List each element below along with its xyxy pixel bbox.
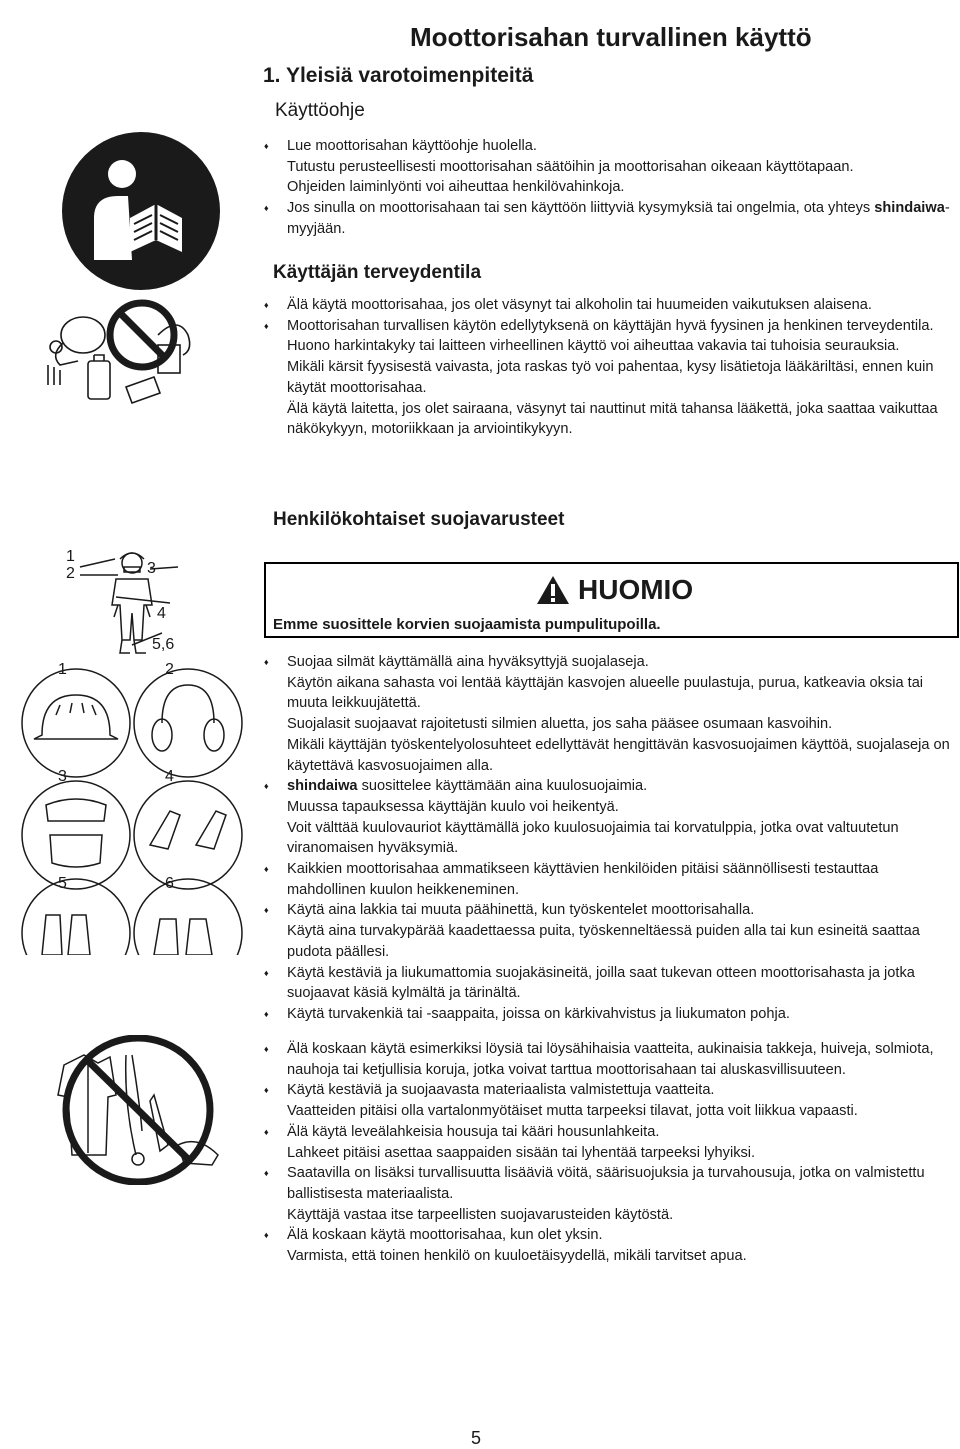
list-item xyxy=(264,1143,960,1164)
figure-label: 5,6 xyxy=(152,636,175,653)
list-item-text: Käyttäjä vastaa itse tarpeellisten suojavarusteiden käytöstä. xyxy=(287,1206,674,1223)
list-item xyxy=(264,963,960,1004)
warning-box xyxy=(264,562,959,638)
page-number: 5 xyxy=(471,1428,482,1448)
list-item xyxy=(264,198,960,239)
ppe-section-heading: Henkilökohtaiset suojavarusteet xyxy=(273,509,565,530)
list-item-text: Käytä aina turvakypärää kaadettaessa puita, työskenneltäessä puiden alla tai kun esineitä saattaa pudota päällesi. xyxy=(287,923,920,960)
list-item xyxy=(264,1004,960,1025)
list-item-text: Tutustu perusteellisesti moottorisahan säätöihin ja moottorisahan oikeaan käyttötapaan. xyxy=(287,158,854,175)
list-item-text: Ohjeiden laiminlyönti voi aiheuttaa henkilövahinkoja. xyxy=(287,179,625,196)
list-item-text: Mikäli kärsit fyysisestä vaivasta, jota raskas työ voi pahentaa, kysy lisätietoja lääkäriltäsi, ennen kuin käytät moottorisahaa. xyxy=(287,359,934,396)
list-item xyxy=(264,399,960,440)
list-item-text: Lahkeet pitäisi asettaa saappaiden sisään tai lyhentää tarpeeksi lyhyiksi. xyxy=(287,1144,756,1161)
list-item xyxy=(264,1101,960,1122)
list-item xyxy=(264,1163,960,1204)
list-item-text: Kaikkien moottorisahaa ammatikseen käyttävien henkilöiden pitäisi säännöllisesti testauttaa mahdollinen kuulon heikkeneminen. xyxy=(287,861,879,898)
list-item-text: suosittelee käyttämään aina kuulosuojaimia. xyxy=(357,778,648,795)
figure-label: 1 xyxy=(66,548,75,565)
manual-list xyxy=(264,136,960,240)
warning-title: HUOMIO xyxy=(578,574,694,605)
figure-label: 2 xyxy=(165,661,174,678)
list-item-text: Muussa tapauksessa käyttäjän kuulo voi heikentyä. xyxy=(287,798,619,815)
list-item-text: Käytön aikana sahasta voi lentää käyttäjän kasvojen alueelle puulastuja, purua, katkeavia oksia tai muuta leikkuujätettä. xyxy=(287,674,924,712)
warning-header xyxy=(536,574,693,606)
list-item-text: Älä käytä laitetta, jos olet sairaana, väsynyt tai nauttinut mitä tahansa lääkettä, joka saattaa vaikuttaa näkökykyyn, motoriikkaan ja arviointikykyyn. xyxy=(287,400,938,438)
list-item-text: Suojalasit suojaavat rajoitetusti silmien aluetta, jos saha pääsee osumaan kasvoihin. xyxy=(287,716,833,733)
warning-triangle-icon xyxy=(536,575,570,605)
figure-label: 3 xyxy=(58,768,67,785)
health-section-heading: Käyttäjän terveydentila xyxy=(273,262,482,283)
list-item xyxy=(264,1122,960,1143)
figure-label: 4 xyxy=(157,605,166,622)
list-item xyxy=(264,921,960,962)
list-item-text: Vaatteiden pitäisi olla vartalonmyötäiset mutta tarpeeksi tilavat, jotta voit liikkua vapaasti. xyxy=(287,1103,858,1120)
figure-label: 6 xyxy=(165,875,174,892)
figure-label: 1 xyxy=(58,661,67,678)
figure-label: 4 xyxy=(165,768,174,785)
list-item xyxy=(264,1246,960,1267)
list-item-text: Suojaa silmät käyttämällä aina hyväksyttyjä suojalaseja. xyxy=(287,654,649,670)
list-item xyxy=(264,136,960,157)
chapter-title: 1. Yleisiä varotoimenpiteitä xyxy=(263,64,534,87)
list-item xyxy=(264,673,960,714)
clothing-list xyxy=(264,1039,960,1267)
list-item-text: Saatavilla on lisäksi turvallisuutta lisääviä vöitä, säärisuojuksia ja turvahousuja, jotka on valmistettu ballistisesta materiaalista. xyxy=(287,1165,925,1202)
list-item xyxy=(264,1225,960,1246)
brand-name: shindaiwa xyxy=(874,200,945,217)
list-item xyxy=(264,316,960,337)
no-loose-clothing-icon xyxy=(28,1035,248,1185)
list-item-text: Älä käytä moottorisahaa, jos olet väsynyt tai alkoholin tai huumeiden vaikutuksen alaisena. xyxy=(287,297,872,313)
list-item xyxy=(264,859,960,900)
list-item-text: Käytä aina lakkia tai muuta päähinettä, kun työskentelet moottorisahalla. xyxy=(287,902,755,919)
list-item-text: Jos sinulla on moottorisahaan tai sen käyttöön liittyviä kysymyksiä tai ongelmia, ota yhteys xyxy=(287,200,875,217)
page-title: Moottorisahan turvallinen käyttö xyxy=(410,22,812,52)
list-item xyxy=(264,157,960,178)
list-item xyxy=(264,1039,960,1080)
list-item xyxy=(264,652,960,673)
list-item xyxy=(264,357,960,398)
list-item-text: Käytä kestäviä ja liukumattomia suojakäsineitä, joilla saat tukevan otteen moottorisahasta ja jotka suojaavat käsiä kylmältä ja tärinältä. xyxy=(287,964,915,1002)
list-item-text: Älä koskaan käytä moottorisahaa, kun olet yksin. xyxy=(287,1227,603,1244)
figure-label: 2 xyxy=(66,565,75,582)
list-item xyxy=(264,714,960,735)
list-item-text: Käytä kestäviä ja suojaavasta materiaalista valmistettuja vaatteita. xyxy=(287,1082,715,1099)
list-item xyxy=(264,295,960,316)
list-item xyxy=(264,776,960,797)
no-alcohol-drugs-icon xyxy=(38,295,198,405)
list-item-text: Moottorisahan turvallisen käytön edellytyksenä on käyttäjän hyvä fyysinen ja henkinen terveydentila. xyxy=(287,317,934,334)
list-item xyxy=(264,797,960,818)
warning-text: Emme suosittele korvien suojaamista pumpulitupoilla. xyxy=(273,616,661,633)
list-item-text: Älä koskaan käytä esimerkiksi löysiä tai löysähihaisia vaatteita, aukinaisia takkeja, huiveja, solmiota, nauhoja tai ketjullisia koruja, jotka voivat tarttua moottorisahaan tai aluskasvillisuuteen. xyxy=(287,1041,934,1078)
ppe-list xyxy=(264,652,960,1025)
list-item xyxy=(264,336,960,357)
read-manual-icon xyxy=(62,132,220,290)
list-item xyxy=(264,735,960,776)
list-item-text: -myyjään. xyxy=(287,200,950,237)
brand-name: shindaiwa xyxy=(287,778,358,795)
list-item xyxy=(264,900,960,921)
list-item-text: Käytä turvakenkiä tai -saappaita, joissa on kärkivahvistus ja liukumaton pohja. xyxy=(287,1005,790,1022)
list-item-text: Varmista, että toinen henkilö on kuuloetäisyydellä, mikäli tarvitset apua. xyxy=(287,1248,747,1265)
list-item-text: Voit välttää kuulovauriot käyttämällä joko kuulosuojaimia tai korvatulppia, jotka ovat valtuutetun viranomaisen hyväksymiä. xyxy=(287,819,899,857)
list-item-text: Mikäli käyttäjän työskentelyolosuhteet edellyttävät hengittävän kasvosuojaimen käyttöä, suojalaseja on käytettävä kasvosuojaimen alla. xyxy=(287,736,950,774)
list-item xyxy=(264,177,960,198)
figure-label: 5 xyxy=(58,875,67,892)
list-item xyxy=(264,1205,960,1226)
protective-gear-icon xyxy=(20,545,245,955)
list-item-text: Lue moottorisahan käyttöohje huolella. xyxy=(287,138,537,154)
figure-label: 3 xyxy=(147,560,156,577)
list-item xyxy=(264,818,960,859)
manual-section-heading: Käyttöohje xyxy=(275,100,365,121)
health-list xyxy=(264,295,960,440)
list-item-text: Huono harkintakyky tai laitteen virheellinen käyttö voi aiheuttaa vakavia tai tuhoisia seurauksia. xyxy=(287,338,900,355)
list-item xyxy=(264,1080,960,1101)
list-item-text: Älä käytä leveälahkeisia housuja tai kääri housunlahkeita. xyxy=(287,1123,660,1140)
